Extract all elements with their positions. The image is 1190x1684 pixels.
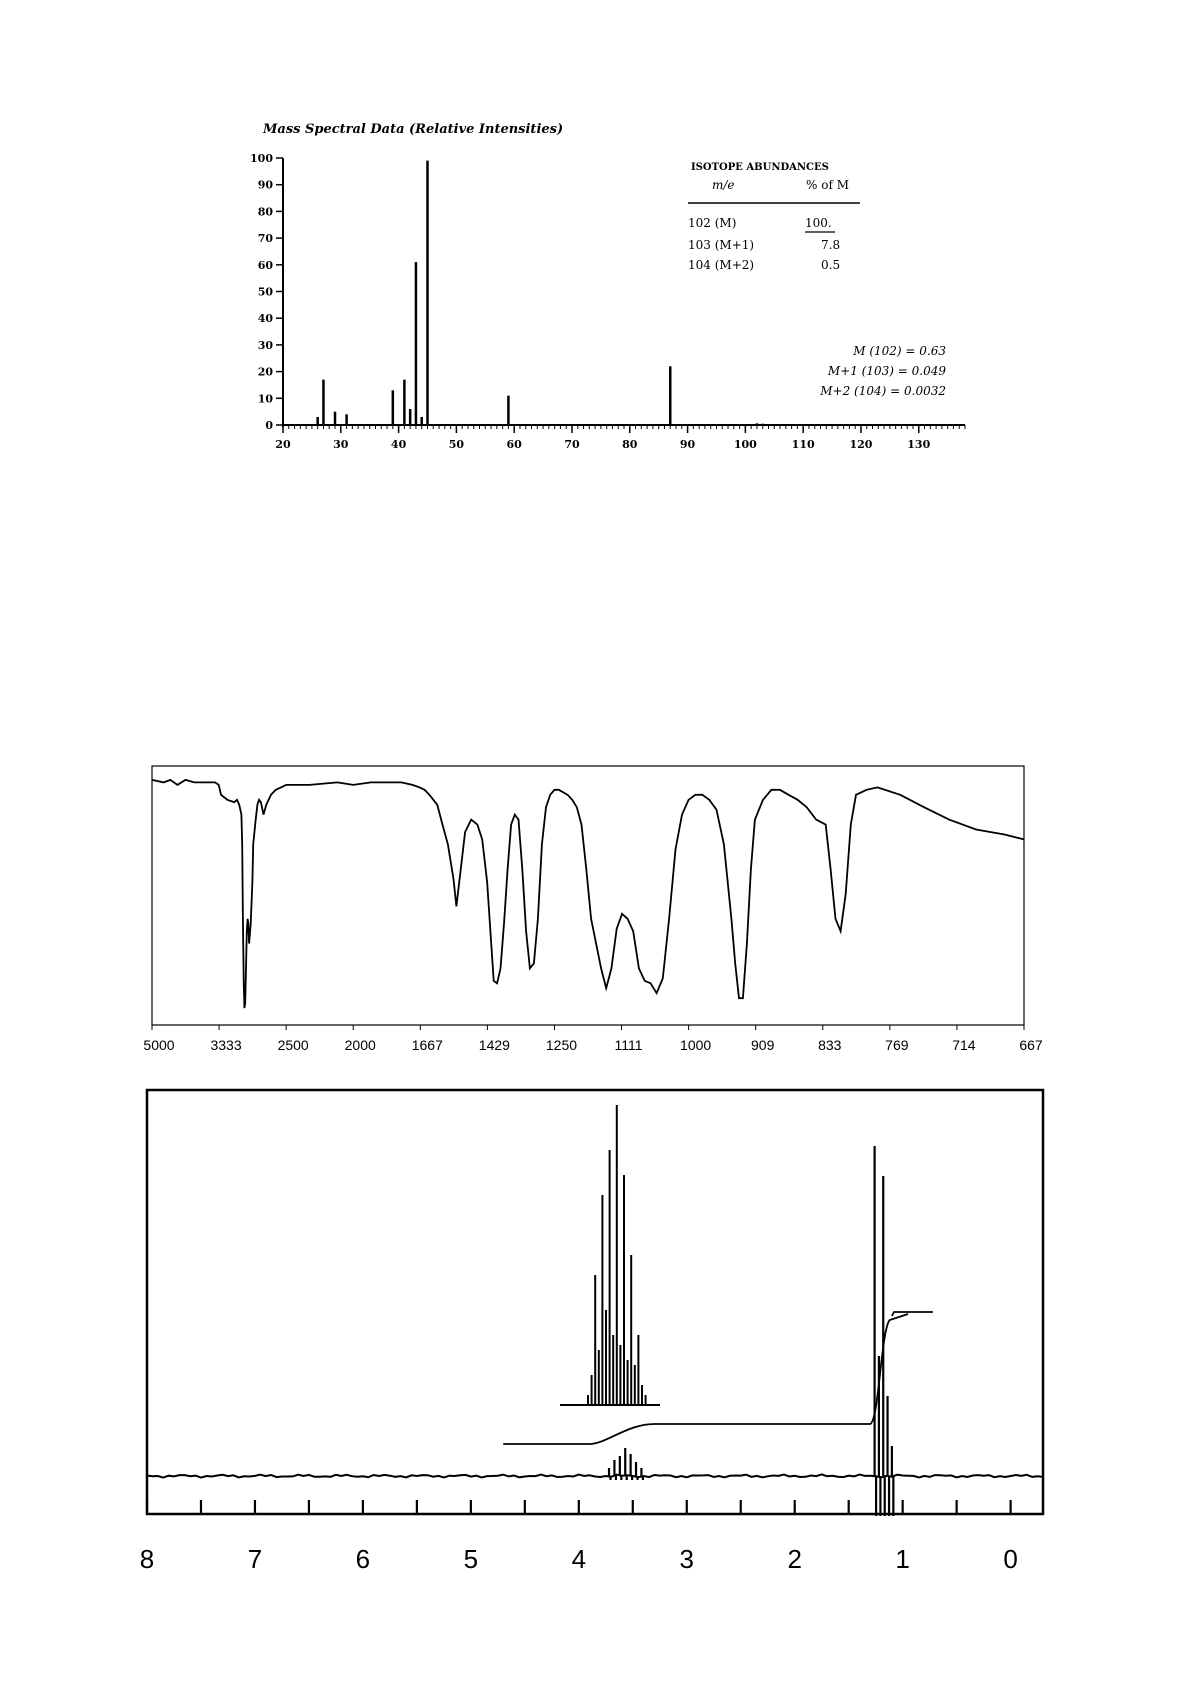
ir-x-tick-label: 1111	[614, 1037, 643, 1053]
ir-x-tick-label: 667	[1019, 1037, 1043, 1053]
isotope-row-2-mz: 103 (M+1)	[688, 238, 755, 252]
nmr-x-tick-label: 4	[571, 1544, 587, 1574]
ms-x-tick-label: 120	[849, 438, 873, 451]
ms-x-tick-label: 80	[622, 438, 638, 451]
nmr-peaks	[609, 1146, 893, 1516]
isotope-table	[688, 162, 860, 272]
ms-x-tick-label: 130	[907, 438, 931, 451]
nmr-x-tick-label: 3	[679, 1544, 694, 1574]
ms-x-tick-label: 20	[275, 438, 291, 451]
ms-y-ticks	[250, 152, 283, 432]
nmr-spectrum-chart	[140, 1090, 1043, 1574]
nmr-baseline	[147, 1474, 1043, 1477]
ms-y-tick-label: 30	[257, 338, 273, 352]
ir-x-tick-label: 2500	[277, 1037, 309, 1053]
ms-y-tick-label: 70	[257, 232, 273, 246]
ms-y-tick-label: 10	[257, 392, 273, 406]
ir-x-tick-label: 714	[952, 1037, 976, 1053]
ms-y-tick-label: 20	[257, 365, 273, 379]
ir-x-tick-label: 1667	[411, 1037, 443, 1053]
ms-y-tick-label: 90	[257, 178, 273, 192]
ms-annotation-1: M (102) = 0.63	[853, 344, 946, 358]
ms-annotation-3: M+2 (104) = 0.0032	[820, 384, 946, 398]
ir-x-tick-label: 1429	[478, 1037, 510, 1053]
ms-bars	[318, 161, 763, 425]
ir-x-ticks	[143, 1025, 1042, 1053]
mass-spectrum-chart	[250, 122, 965, 451]
ms-x-tick-label: 100	[733, 438, 757, 451]
ms-x-tick-label: 40	[390, 438, 407, 451]
isotope-row-3-mz: 104 (M+2)	[688, 258, 755, 272]
nmr-x-ticks	[140, 1500, 1018, 1574]
ms-y-tick-label: 0	[265, 419, 273, 432]
ir-spectrum-line	[152, 780, 1024, 1008]
ir-x-tick-label: 1000	[680, 1037, 712, 1053]
isotope-row-3-pct: 0.5	[821, 258, 841, 272]
ir-x-tick-label: 3333	[210, 1037, 242, 1053]
ms-x-tick-label: 60	[506, 438, 522, 451]
nmr-x-tick-label: 1	[895, 1544, 910, 1574]
ms-annotations	[819, 344, 946, 398]
ms-x-tick-label: 110	[791, 438, 815, 451]
nmr-integral-trace	[503, 1312, 933, 1444]
ir-x-tick-label: 2000	[344, 1037, 376, 1053]
isotope-row-1-pct: 100.	[805, 216, 832, 230]
ms-x-tick-label: 70	[564, 438, 580, 451]
isotope-heading: ISOTOPE ABUNDANCES	[691, 162, 829, 173]
ms-x-tick-label: 30	[333, 438, 349, 451]
ms-y-tick-label: 100	[250, 152, 273, 165]
isotope-col-mz: m/e	[712, 178, 735, 192]
nmr-x-tick-label: 7	[247, 1544, 263, 1574]
nmr-expansion-inset	[560, 1105, 660, 1405]
ms-annotation-2: M+1 (103) = 0.049	[827, 364, 946, 378]
ir-x-tick-label: 5000	[143, 1037, 175, 1053]
isotope-row-2-pct: 7.8	[821, 238, 841, 252]
ir-spectrum-chart	[143, 766, 1042, 1053]
nmr-x-tick-label: 2	[787, 1544, 802, 1574]
isotope-col-pct: % of M	[806, 178, 849, 192]
ms-x-tick-label: 90	[679, 438, 696, 451]
isotope-row-1-mz: 102 (M)	[688, 216, 737, 230]
nmr-x-tick-label: 5	[463, 1544, 479, 1574]
ms-y-tick-label: 40	[257, 312, 273, 326]
ms-y-tick-label: 80	[257, 205, 273, 219]
nmr-x-tick-label: 6	[355, 1544, 371, 1574]
ms-y-tick-label: 60	[257, 258, 273, 272]
ms-x-tick-label: 50	[448, 438, 465, 451]
ms-title: Mass Spectral Data (Relative Intensities)	[263, 122, 564, 137]
ir-x-tick-label: 769	[885, 1037, 909, 1053]
ir-x-tick-label: 1250	[545, 1037, 578, 1053]
ir-x-tick-label: 833	[818, 1037, 842, 1053]
nmr-x-tick-label: 0	[1003, 1544, 1018, 1574]
ms-y-tick-label: 50	[257, 285, 273, 299]
ir-x-tick-label: 909	[751, 1037, 775, 1053]
nmr-x-tick-label: 8	[139, 1544, 155, 1574]
